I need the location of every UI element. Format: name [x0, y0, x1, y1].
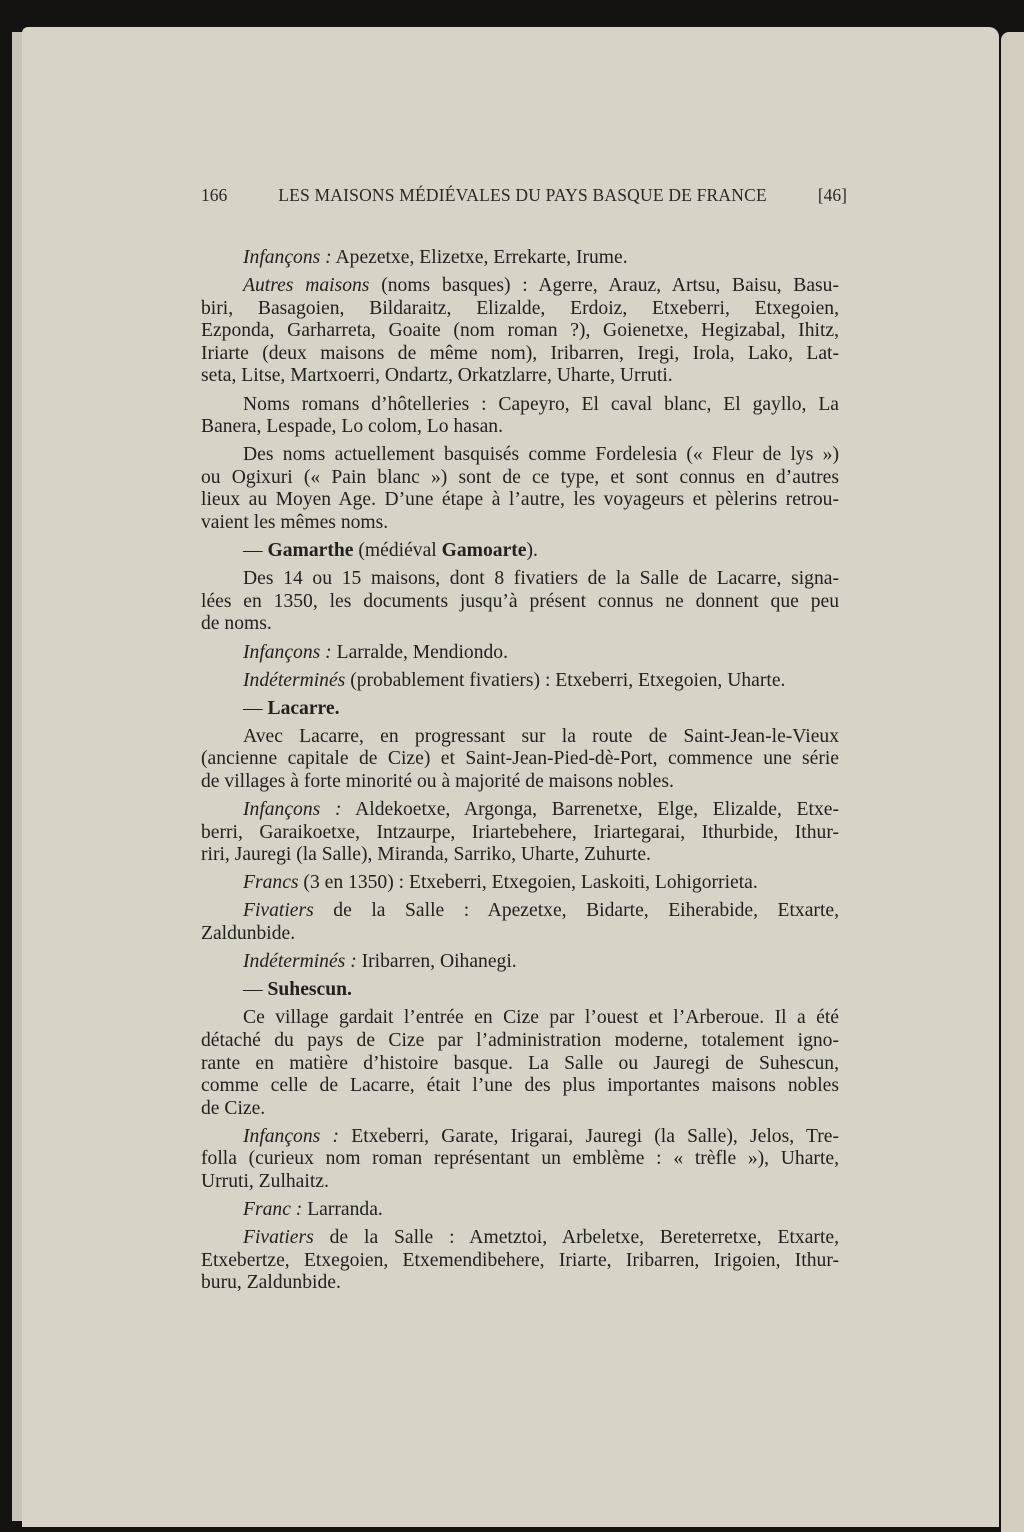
text-segment: ).: [526, 540, 538, 562]
text-line: [201, 1250, 839, 1273]
text-segment: de Cize.: [201, 1097, 266, 1119]
text-segment: de la Salle : Apezetxe, Bidarte, Eiherabide, Etxarte,: [313, 900, 839, 922]
text-segment: folla (curieux nom roman représentant un emblème : « trèfle »), Uharte,: [201, 1148, 839, 1170]
text-segment: lieux au Moyen Age. D’une étape à l’autre, les voyageurs et pèlerins retrou-: [201, 489, 839, 511]
text-line: [201, 467, 839, 490]
text-segment: Urruti, Zulhaitz.: [201, 1170, 329, 1192]
text-line: [201, 1030, 839, 1053]
text-segment: —: [243, 979, 268, 1001]
text-line: [201, 748, 839, 771]
paragraph: [201, 900, 839, 945]
category-label: Infançons :: [243, 1125, 340, 1147]
text-segment: Des 14 ou 15 maisons, dont 8 fivatiers de la Salle de Lacarre, signa-: [243, 568, 839, 590]
text-line: [201, 298, 839, 321]
text-line: [201, 900, 839, 923]
page-body: [201, 247, 839, 1295]
text-line: [201, 394, 839, 417]
text-segment: de noms.: [201, 613, 272, 635]
paragraph: [201, 1126, 839, 1194]
text-segment: Noms romans d’hôtelleries : Capeyro, El caval blanc, El gayllo, La: [243, 393, 839, 415]
text-line: [201, 591, 839, 614]
text-segment: de la Salle : Ametztoi, Arbeletxe, Bereterretxe, Etxarte,: [313, 1227, 839, 1249]
paragraph: [201, 726, 839, 794]
text-segment: Banera, Lespade, Lo colom, Lo hasan.: [201, 416, 503, 438]
text-line: [201, 540, 839, 563]
text-segment: comme celle de Lacarre, était l’une des plus importantes maisons nobles: [201, 1075, 839, 1097]
text-segment: Etxeberri, Garate, Irigarai, Jauregi (la Salle), Jelos, Tre-: [339, 1125, 839, 1147]
paragraph: [201, 394, 839, 439]
text-segment: Iribarren, Oihanegi.: [356, 951, 517, 973]
text-segment: Larralde, Mendiondo.: [331, 641, 508, 663]
page-number: 166: [201, 185, 228, 205]
section-heading-text: Gamoarte: [441, 540, 527, 562]
text-line: [201, 951, 839, 974]
text-line: [201, 1075, 839, 1098]
category-label: Indéterminés :: [243, 951, 357, 973]
text-line: [201, 247, 839, 270]
text-segment: buru, Zaldunbide.: [201, 1272, 341, 1294]
category-label: Infançons :: [243, 799, 342, 821]
text-line: [201, 844, 839, 867]
text-line: [201, 923, 839, 946]
text-segment: ou Ogixuri (« Pain blanc ») sont de ce type, et sont connus en d’autres: [201, 466, 839, 488]
text-segment: Avec Lacarre, en progressant sur la route de Saint-Jean-le-Vieux: [243, 725, 839, 747]
text-segment: vaient les mêmes noms.: [201, 512, 389, 534]
text-line: [201, 1053, 839, 1076]
text-segment: de villages à forte minorité ou à majorité de maisons nobles.: [201, 770, 674, 792]
text-segment: Des noms actuellement basquisés comme Fordelesia (« Fleur de lys »): [243, 444, 839, 466]
text-segment: Larranda.: [302, 1199, 383, 1221]
paragraph: [201, 1199, 839, 1222]
text-segment: Apezetxe, Elizetxe, Errekarte, Irume.: [331, 247, 628, 268]
original-page-number: [46]: [817, 185, 847, 205]
paragraph: [201, 1007, 839, 1120]
text-line: [201, 489, 839, 512]
text-line: [201, 1227, 839, 1250]
category-label: Indéterminés: [243, 669, 346, 691]
category-label: Fivatiers: [243, 900, 314, 922]
text-segment: berri, Garaikoetxe, Intzaurpe, Iriartebehere, Iriartegarai, Ithurbide, Ithur-: [201, 821, 839, 843]
running-header: [201, 185, 847, 206]
text-line: [201, 1148, 839, 1171]
text-line: [201, 799, 839, 822]
text-line: [201, 275, 839, 298]
text-segment: biri, Basagoien, Bildaraitz, Elizalde, Erdoiz, Etxeberri, Etxegoien,: [201, 297, 839, 319]
text-line: [201, 872, 839, 895]
paragraph: [201, 951, 839, 974]
text-segment: (probablement fivatiers) : Etxeberri, Etxegoien, Uharte.: [345, 669, 786, 691]
category-label: Infançons :: [243, 641, 332, 663]
paragraph: [201, 642, 839, 665]
text-line: [201, 1272, 839, 1295]
text-line: [201, 698, 839, 721]
text-segment: seta, Litse, Martxoerri, Ondartz, Orkatzlarre, Uharte, Urruti.: [201, 365, 673, 387]
text-line: [201, 416, 839, 439]
text-line: [201, 1126, 839, 1149]
section-heading-text: Suhescun.: [267, 979, 352, 1001]
category-label: Franc :: [243, 1199, 303, 1221]
text-segment: Zaldunbide.: [201, 923, 296, 945]
paragraph: [201, 1227, 839, 1295]
text-segment: Ce village gardait l’entrée en Cize par l’ouest et l’Arberoue. Il a été: [243, 1007, 839, 1029]
text-segment: Iriarte (deux maisons de même nom), Iribarren, Iregi, Irola, Lako, Lat-: [201, 342, 839, 364]
next-page-edge: [1001, 32, 1024, 1532]
section-heading-text: Lacarre.: [267, 697, 340, 719]
paragraph: [201, 247, 839, 270]
text-line: [201, 979, 839, 1002]
text-segment: riri, Jauregi (la Salle), Miranda, Sarriko, Uharte, Zuhurte.: [201, 844, 651, 866]
section-heading-text: Gamarthe: [267, 540, 354, 562]
text-segment: (médiéval: [353, 540, 442, 562]
text-line: [201, 512, 839, 535]
text-line: [201, 343, 839, 366]
text-line: [201, 1098, 839, 1121]
paragraph: [201, 444, 839, 534]
text-segment: Aldekoetxe, Argonga, Barrenetxe, Elge, Elizalde, Etxe-: [341, 799, 839, 821]
category-label: Autres maisons: [243, 275, 370, 297]
text-line: [201, 365, 839, 388]
text-segment: détaché du pays de Cize par l’administration moderne, totalement igno-: [201, 1029, 839, 1051]
text-line: [201, 642, 839, 665]
text-line: [201, 726, 839, 749]
paragraph: [201, 872, 839, 895]
text-line: [201, 771, 839, 794]
text-segment: (ancienne capitale de Cize) et Saint-Jean-Pied-dè-Port, commence une série: [201, 748, 839, 770]
paragraph: [201, 799, 839, 867]
paragraph: [201, 540, 839, 563]
paragraph: [201, 698, 839, 721]
category-label: Infançons :: [243, 247, 332, 268]
text-line: [201, 568, 839, 591]
text-line: [201, 444, 839, 467]
text-segment: Etxebertze, Etxegoien, Etxemendibehere, Iriarte, Iribarren, Irigoien, Ithur-: [201, 1249, 839, 1271]
text-line: [201, 1171, 839, 1194]
text-line: [201, 670, 839, 693]
running-title: LES MAISONS MÉDIÉVALES DU PAYS BASQUE DE FRANCE: [278, 185, 767, 205]
text-segment: (noms basques) : Agerre, Arauz, Artsu, Baisu, Basu-: [369, 275, 840, 297]
text-line: [201, 822, 839, 845]
text-line: [201, 1199, 839, 1222]
text-segment: lées en 1350, les documents jusqu’à présent connus ne donnent que peu: [201, 590, 839, 612]
text-segment: —: [243, 540, 268, 562]
text-line: [201, 320, 839, 343]
paragraph: [201, 670, 839, 693]
text-segment: (3 en 1350) : Etxeberri, Etxegoien, Laskoiti, Lohigorrieta.: [298, 872, 758, 894]
text-line: [201, 613, 839, 636]
paragraph: [201, 979, 839, 1002]
category-label: Fivatiers: [243, 1227, 314, 1249]
paragraph: [201, 275, 839, 388]
paragraph: [201, 568, 839, 636]
text-segment: rante en matière d’histoire basque. La Salle ou Jauregi de Suhescun,: [201, 1052, 839, 1074]
text-line: [201, 1007, 839, 1030]
category-label: Francs: [243, 872, 299, 894]
text-segment: Ezponda, Garharreta, Goaite (nom roman ?), Goienetxe, Hegizabal, Ihitz,: [201, 320, 839, 342]
text-segment: —: [243, 697, 268, 719]
